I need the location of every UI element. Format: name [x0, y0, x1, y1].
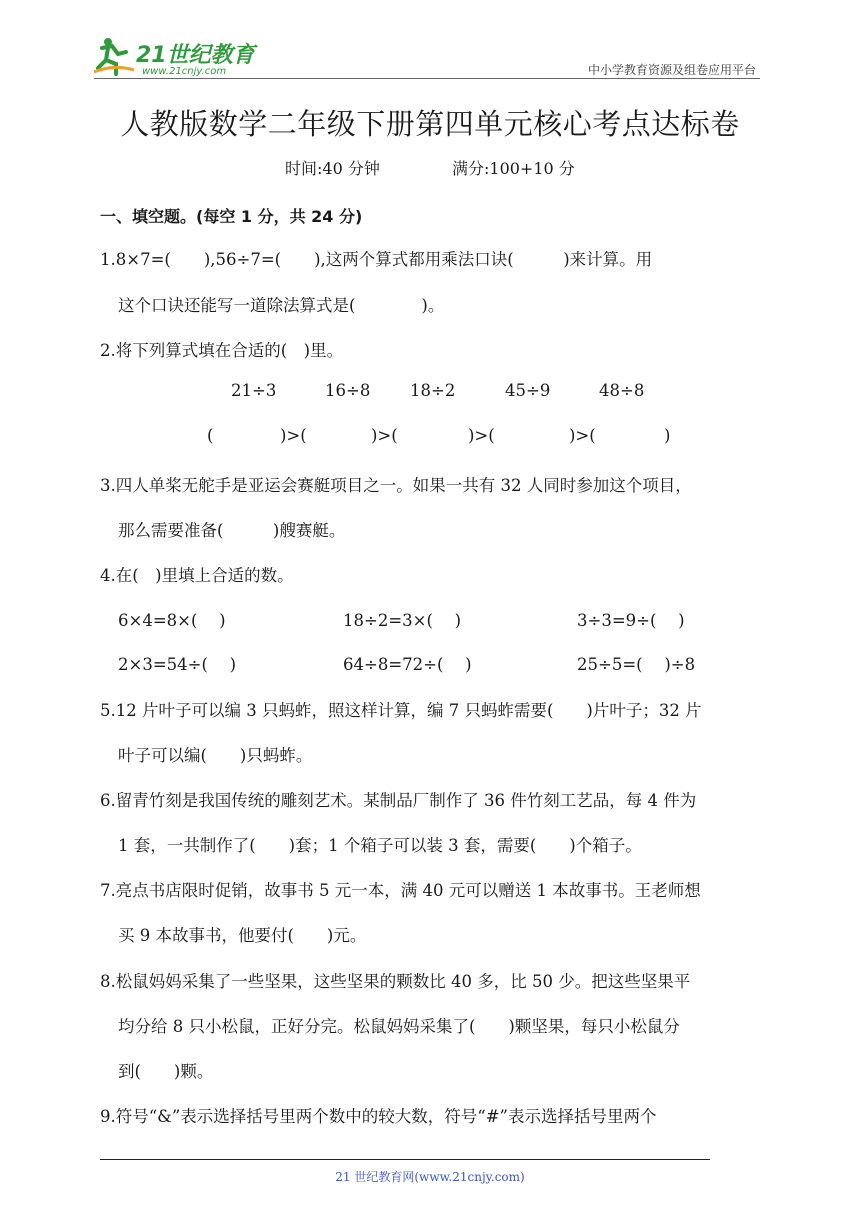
question-4: 4.在( )里填上合适的数。 — [100, 566, 294, 585]
q4-item: 2×3=54÷( ) — [118, 655, 237, 674]
footer-divider — [100, 1159, 710, 1160]
q2-blank: )>( — [569, 426, 596, 445]
question-5-line-2: 叶子可以编( )只蚂蚱。 — [118, 746, 313, 765]
section-heading: 一、填空题。(每空 1 分，共 24 分) — [100, 207, 363, 226]
question-3-line-1: 3.四人单桨无舵手是亚运会赛艇项目之一。如果一共有 32 人同时参加这个项目， — [100, 476, 692, 495]
q4-item: 3÷3=9÷( ) — [577, 611, 685, 630]
question-7-line-1: 7.亮点书店限时促销，故事书 5 元一本，满 40 元可以赠送 1 本故事书。王老师想 — [100, 881, 701, 900]
q2-blank: ) — [664, 426, 671, 445]
question-6-line-1: 6.留青竹刻是我国传统的雕刻艺术。某制品厂制作了 36 件竹刻工艺品，每 4 件为 — [100, 791, 697, 810]
q2-expr: 48÷8 — [599, 381, 645, 400]
question-8-line-2: 均分给 8 只小松鼠，正好分完。松鼠妈妈采集了( )颗坚果，每只小松鼠分 — [118, 1017, 680, 1036]
q4-item: 25÷5=( )÷8 — [577, 655, 696, 674]
q4-item: 64÷8=72÷( ) — [343, 655, 472, 674]
q2-expr: 16÷8 — [325, 381, 371, 400]
q2-blank: ( — [207, 426, 214, 445]
full-score: 满分:100+10 分 — [452, 159, 575, 178]
q4-item: 6×4=8×( ) — [118, 611, 226, 630]
logo-text: 21世纪教育 — [136, 43, 255, 68]
q2-blank: )>( — [280, 426, 307, 445]
logo — [94, 34, 264, 80]
site-tagline: 中小学教育资源及组卷应用平台 — [587, 63, 756, 77]
q2-expr: 18÷2 — [410, 381, 456, 400]
question-7-line-2: 买 9 本故事书，他要付( )元。 — [118, 926, 367, 945]
page-title: 人教版数学二年级下册第四单元核心考点达标卷 — [120, 107, 740, 141]
question-6-line-2: 1 套，一共制作了( )套；1 个箱子可以装 3 套，需要( )个箱子。 — [118, 836, 642, 855]
q2-expr: 45÷9 — [505, 381, 551, 400]
q2-blank: )>( — [468, 426, 495, 445]
question-5-line-1: 5.12 片叶子可以编 3 只蚂蚱，照这样计算，编 7 只蚂蚱需要( )片叶子；32 片 — [100, 701, 702, 720]
logo-url: www.21cnjy.com — [142, 66, 227, 77]
question-9-line-1: 9.符号“&”表示选择括号里两个数中的较大数，符号“#”表示选择括号里两个 — [100, 1107, 657, 1126]
question-8-line-1: 8.松鼠妈妈采集了一些坚果，这些坚果的颗数比 40 多，比 50 少。把这些坚果平 — [100, 972, 691, 991]
question-1-line-1: 1.8×7=( ),56÷7=( ),这两个算式都用乘法口诀( )来计算。用 — [100, 250, 653, 269]
question-3-line-2: 那么需要准备( )艘赛艇。 — [118, 521, 346, 540]
q4-item: 18÷2=3×( ) — [343, 611, 462, 630]
question-8-line-3: 到( )颗。 — [118, 1062, 214, 1081]
question-1-line-2: 这个口诀还能写一道除法算式是( )。 — [118, 296, 445, 315]
q2-blank: )>( — [371, 426, 398, 445]
time-limit: 时间:40 分钟 — [285, 159, 380, 178]
q2-expr: 21÷3 — [231, 381, 277, 400]
header-divider — [94, 78, 760, 79]
footer-source[interactable]: 21 世纪教育网(www.21cnjy.com) — [335, 1170, 525, 1184]
question-2: 2.将下列算式填在合适的( )里。 — [100, 341, 344, 360]
